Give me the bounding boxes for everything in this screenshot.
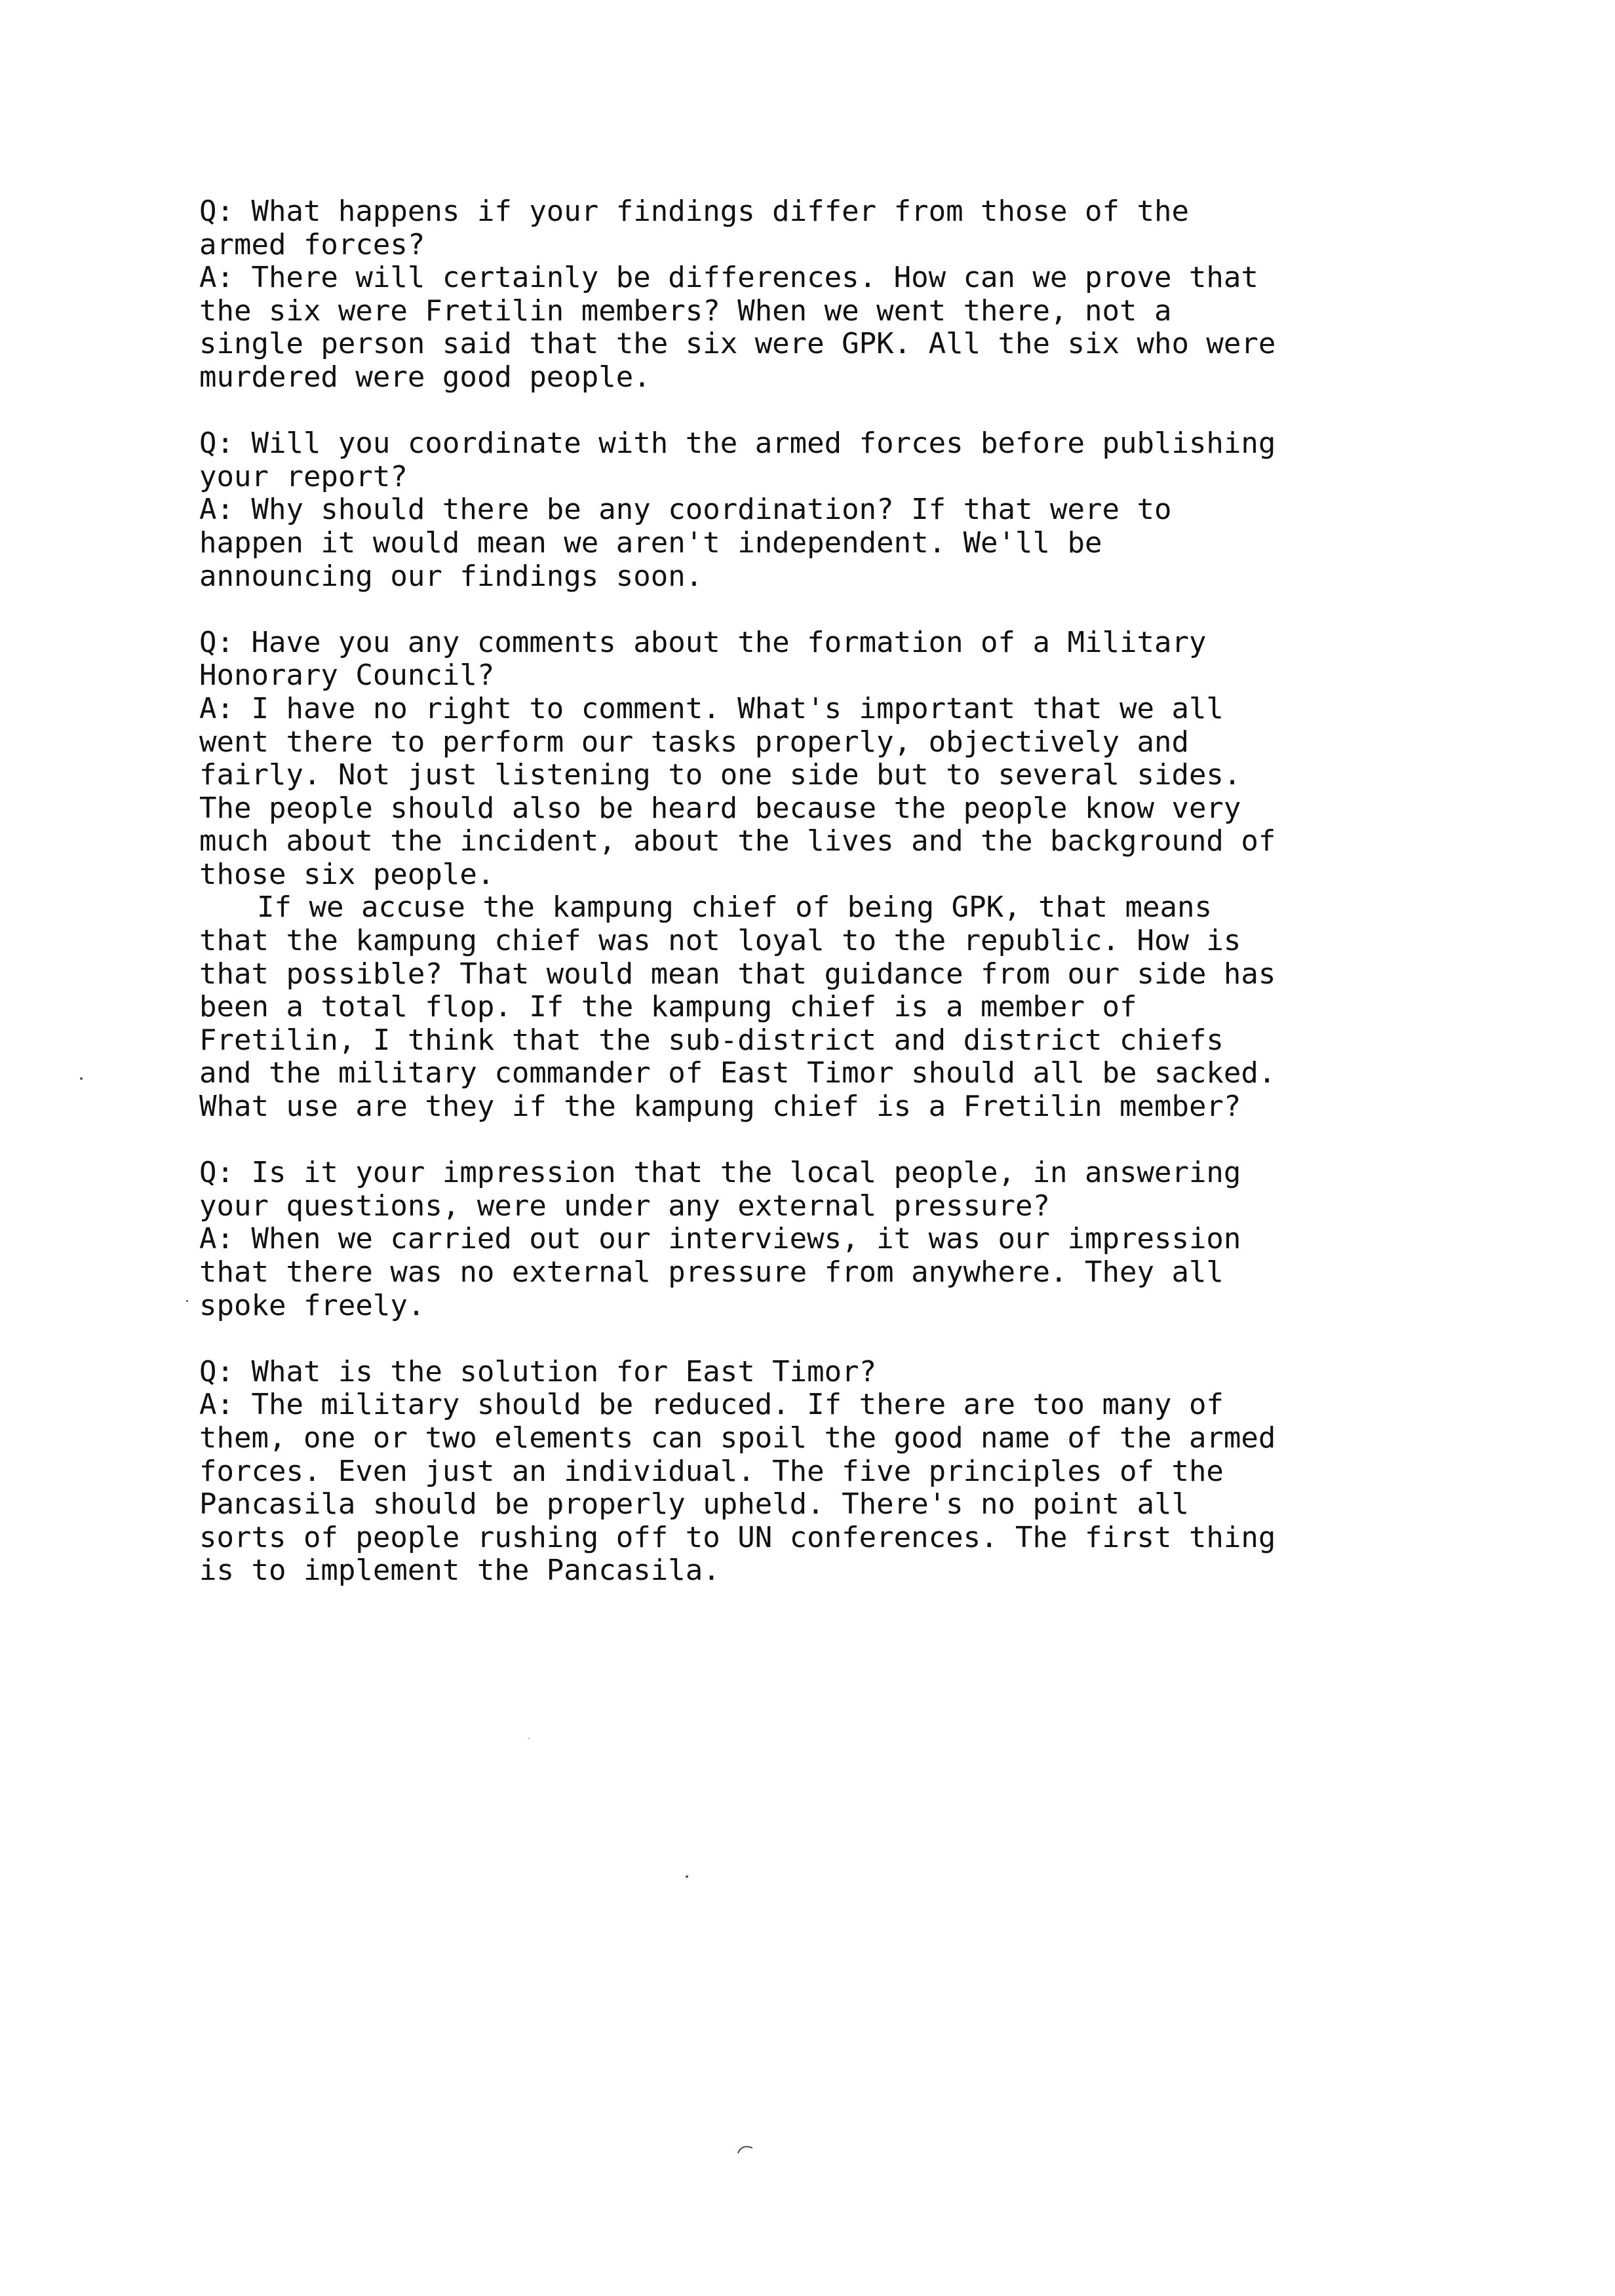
text-line: that the kampung chief was not loyal to the republic. How is — [199, 924, 1241, 958]
text-line: sorts of people rushing off to UN conferences. The first thing — [199, 1520, 1276, 1554]
text-line: A: The military should be reduced. If there are too many of — [199, 1388, 1224, 1422]
text-line: the six were Fretilin members? When we went there, not a — [199, 294, 1172, 328]
text-line: The people should also be heard because the people know very — [199, 791, 1241, 825]
text-line: A: There will certainly be differences. How can we prove that — [199, 261, 1258, 295]
qa-coordinate-armed-forces — [199, 427, 1484, 593]
qa-external-pressure — [199, 1157, 1484, 1322]
text-line: much about the incident, about the lives and the background of — [199, 824, 1276, 858]
text-line: happen it would mean we aren't independent. We'll be — [199, 526, 1102, 560]
text-line: spoke freely. — [199, 1288, 425, 1322]
text-line: A: Why should there be any coordination? If that were to — [199, 493, 1172, 527]
text-line: Q: What happens if your findings differ from those of the — [199, 195, 1189, 228]
text-line: A: I have no right to comment. What's important that we all — [199, 691, 1224, 725]
text-line: Q: Is it your impression that the local people, in answering — [199, 1156, 1241, 1190]
scan-speck — [80, 1077, 83, 1080]
text-line: Q: What is the solution for East Timor? — [199, 1354, 877, 1388]
text-line: single person said that the six were GPK. All the six who were — [199, 327, 1276, 361]
scan-speck — [186, 1300, 188, 1302]
qa-findings-differ — [199, 195, 1484, 394]
text-line: them, one or two elements can spoil the good name of the armed — [199, 1421, 1276, 1455]
scan-speck — [528, 1738, 530, 1739]
text-line: A: When we carried out our interviews, it was our impression — [199, 1222, 1241, 1256]
text-line: armed forces? — [199, 227, 425, 261]
text-line: Q: Have you any comments about the formation of a Military — [199, 625, 1207, 659]
text-line: Fretilin, I think that the sub-district and district chiefs — [199, 1023, 1224, 1057]
text-line: Q: Will you coordinate with the armed forces before publishing — [199, 427, 1276, 461]
text-line: murdered were good people. — [199, 360, 651, 394]
text-line: is to implement the Pancasila. — [199, 1554, 720, 1588]
text-line: Honorary Council? — [199, 659, 495, 693]
text-line: that there was no external pressure from anywhere. They all — [199, 1255, 1224, 1289]
interview-text — [199, 195, 1484, 1621]
scan-mark-icon — [737, 2144, 755, 2154]
text-line: fairly. Not just listening to one side but to several sides. — [199, 758, 1241, 792]
qa-military-honorary-council — [199, 626, 1484, 1124]
text-line: your report? — [199, 459, 408, 493]
scan-speck — [686, 1875, 688, 1878]
qa-solution-east-timor — [199, 1356, 1484, 1588]
text-line: your questions, were under any external pressure? — [199, 1189, 1051, 1223]
text-line: Pancasila should be properly upheld. There's no point all — [199, 1487, 1189, 1521]
text-line: If we accuse the kampung chief of being GPK, that means — [257, 890, 1212, 925]
text-line: those six people. — [199, 857, 495, 891]
text-line: that possible? That would mean that guidance from our side has — [199, 957, 1276, 991]
text-line: forces. Even just an individual. The five principles of the — [199, 1454, 1224, 1488]
text-line: announcing our findings soon. — [199, 559, 703, 593]
text-line: been a total flop. If the kampung chief is a member of — [199, 990, 1137, 1024]
text-line: went there to perform our tasks properly, objectively and — [199, 725, 1189, 759]
text-line: What use are they if the kampung chief is a Fretilin member? — [199, 1090, 1241, 1124]
text-line: and the military commander of East Timor should all be sacked. — [199, 1056, 1276, 1090]
